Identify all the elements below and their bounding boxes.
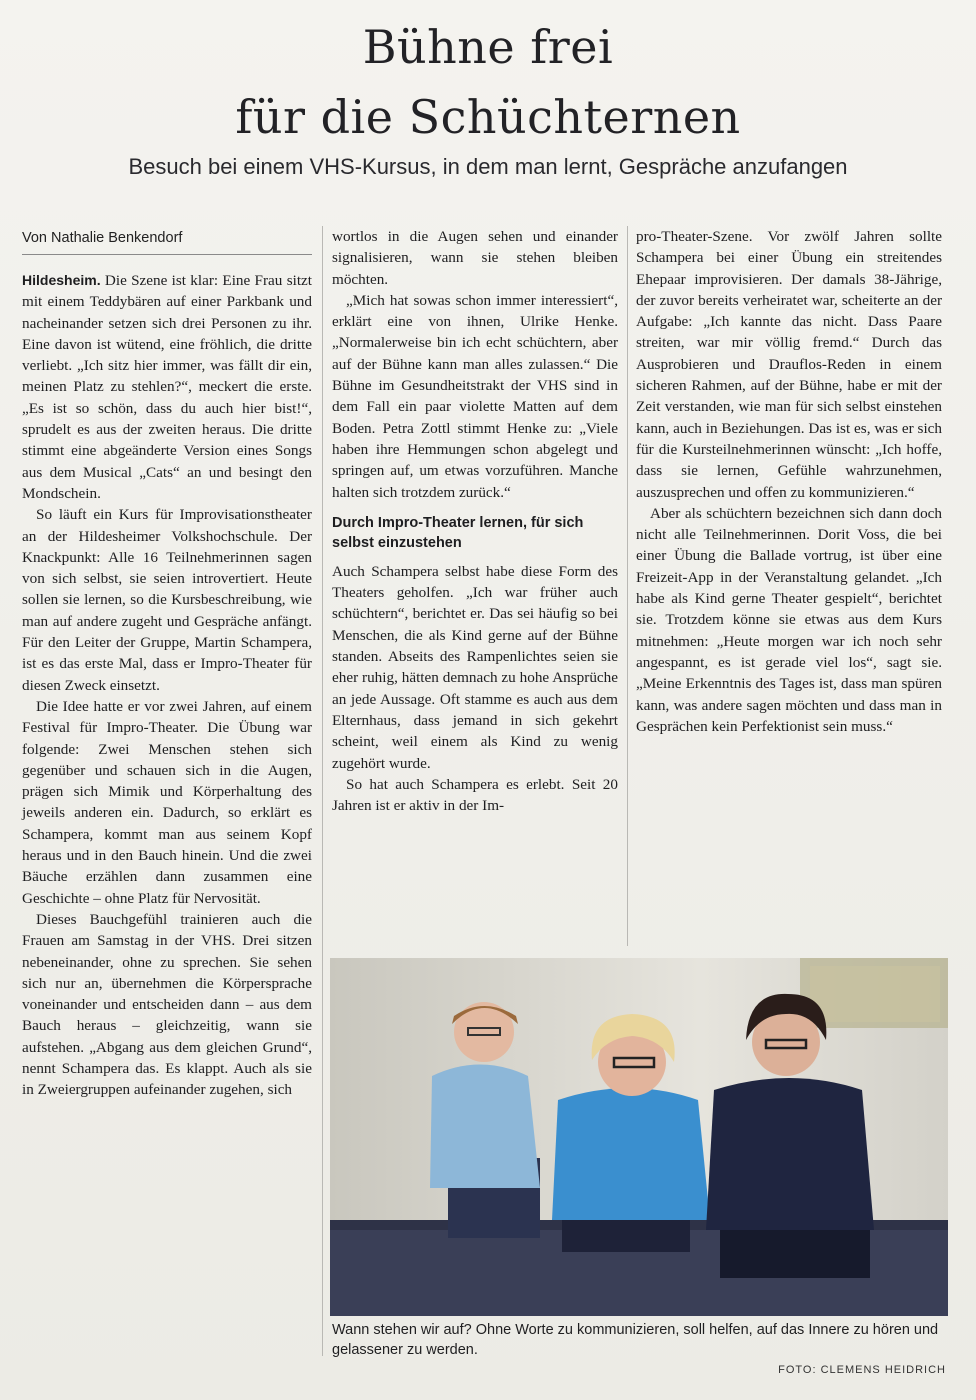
article-column-3	[636, 226, 942, 737]
column-divider-2	[627, 226, 628, 946]
paragraph: Auch Schampera selbst habe diese Form des Theaters geholfen. „Ich war früher auch schüchtern“, berichtet er. Das sei häufig so bei Menschen, die als Kind gerne auf der Bühne standen. Abseits des Rampenlichtes seien sie eher ruhig, hätten demnach zu hohe Ansprüche an jede Aussage. Oft stamme es auch aus dem Elternhaus, dass jemand in sich gekehrt scheint, weil einem als Kind zu wenig zugehört wurde.	[332, 562, 618, 772]
dateline: Hildesheim.	[22, 272, 101, 288]
headline-line-2: für die Schüchternen	[235, 90, 741, 144]
paragraph: Dieses Bauchgefühl trainieren auch die Frauen am Samstag in der VHS. Drei sitzen nebeneinander, ohne zu sprechen. Sie sehen sich nur an, übernehmen die Körpersprache voneinander und entscheiden dann – aus dem Bauch heraus – gleichzeitig, wann sie aufstehen. „Abgang aus dem gleichen Grund“, nennt Schampera das. Es klappt. Auch als sie in Zweiergruppen aufeinander zugehen, sich	[22, 910, 312, 1099]
paragraph	[22, 270, 312, 504]
paragraph: So läuft ein Kurs für Improvisationstheater an der Hildesheimer Volkshochschule. Der Knackpunkt: Alle 16 Teilnehmerinnen sagen von sich selbst, sie seien introvertiert. Heute sollen sie lernen, so die Kursbeschreibung, wie man auf andere zugeht und Gespräche anfängt. Für den Leiter der Gruppe, Martin Schampera, ist es das erste Mal, dass er Impro-Theater für diesen Zweck einsetzt.	[22, 506, 312, 694]
paragraph: Die Idee hatte er vor zwei Jahren, auf einem Festival für Impro-Theater. Die Übung war folgende: Zwei Menschen stehen sich gegenüber und schauen sich in die Augen, prägen sich Mimik und Körperhaltung des jeweils anderen ein. Dadurch, so erklärt es Schampera, kommt man aus seinem Kopf heraus und in den Bauch hinein. Und die zwei Bäuche erzählen dann zusammen eine Geschichte – ohne Platz für Nervosität.	[22, 697, 312, 907]
paragraph: So hat auch Schampera es erlebt. Seit 20 Jahren ist er aktiv in der Im-	[332, 775, 618, 815]
photo-caption: Wann stehen wir auf? Ohne Worte zu kommunizieren, soll helfen, auf das Innere zu hören und gelassener zu werden.	[332, 1322, 939, 1358]
paragraph: Aber als schüchtern bezeichnen sich dann doch nicht alle Teilnehmerinnen. Dorit Voss, die bei einer Übung die Ballade vortrug, ist über eine Freizeit-App in der Veranstaltung gelandet. „Ich habe als Kind gerne Theater gespielt“, berichtet sie. Trotzdem könne sie etwas aus dem Kurs mitnehmen: „Heute morgen war ich noch sehr angespannt, es ist gerade viel los“, sagt sie. „Meine Erkenntnis des Tages ist, dass man spüren kann, was andere sagen möchten und dass man in Gesprächen kein Perfektionist sein muss.“	[636, 504, 942, 735]
article-column-2	[332, 226, 618, 816]
article-photo	[330, 958, 948, 1316]
article-column-1	[22, 270, 312, 1101]
byline: Von Nathalie Benkendorf	[22, 230, 183, 246]
paragraph: pro-Theater-Szene. Vor zwölf Jahren sollte Schampera bei einer Übung ein streitendes Ehepaar improvisieren. Der damals 38-Jährige, der zuvor bereits verheiratet war, scheiterte an der Aufgabe: „Ich kannte das nicht. Dass Paare streiten, war mir völlig fremd.“ Durch das Ausprobieren und Drauflos-Reden in einem sicheren Rahmen, auf der Bühne, habe er mit der Zeit verstanden, wie man für sich selbst einstehen kann, auch in Beziehungen. Das ist es, was er sich für die Kursteilnehmerinnen wünscht: „Ich hoffe, dass sie lernen, Gefühle wahrzunehmen, auszusprechen und offen zu kommunizieren.“	[636, 228, 942, 501]
paragraph: wortlos in die Augen sehen und einander signalisieren, wann sie stehen bleiben möchten.	[332, 228, 618, 288]
headline-line-1: Bühne frei	[362, 20, 614, 74]
photo-credit: FOTO: CLEMENS HEIDRICH	[778, 1364, 946, 1376]
column-divider-1	[322, 226, 323, 1356]
paragraph-text: Die Szene ist klar: Eine Frau sitzt mit einem Teddybären auf einer Parkbank und nacheinander setzen sich drei Personen zu ihr. Eine davon ist wütend, eine fröhlich, die dritte verliebt. „Ich sitz hier immer, was fällt dir ein, meinen Platz zu stehlen?“, meckert die erste. „Es ist so schön, dass du auch hier bist!“, sprudelt es aus der zweiten heraus. Die dritte stimmt eine abgeänderte Version eines Songs aus dem Musical „Cats“ an und besingt den Mondschein.	[22, 272, 312, 502]
photo-illustration	[330, 958, 948, 1316]
subheadline: Besuch bei einem VHS-Kursus, in dem man lernt, Gespräche anzufangen	[128, 154, 848, 179]
paragraph: „Mich hat sowas schon immer interessiert“, erklärt eine von ihnen, Ulrike Henke. „Normalerweise bin ich echt schüchtern, aber auf der Bühne kann man alles zulassen.“ Die Bühne im Gesundheitstrakt der VHS sind in dem Fall ein paar violette Matten auf dem Boden. Petra Zottl stimmt Henke zu: „Viele haben ihre Hemmungen schon abgelegt und springen auf, um etwas vorzuführen. Manche halten sich trotzdem zurück.“	[332, 291, 618, 501]
section-subtitle: Durch Impro-Theater lernen, für sich selbst einzustehen	[332, 514, 584, 551]
byline-divider	[22, 254, 312, 255]
